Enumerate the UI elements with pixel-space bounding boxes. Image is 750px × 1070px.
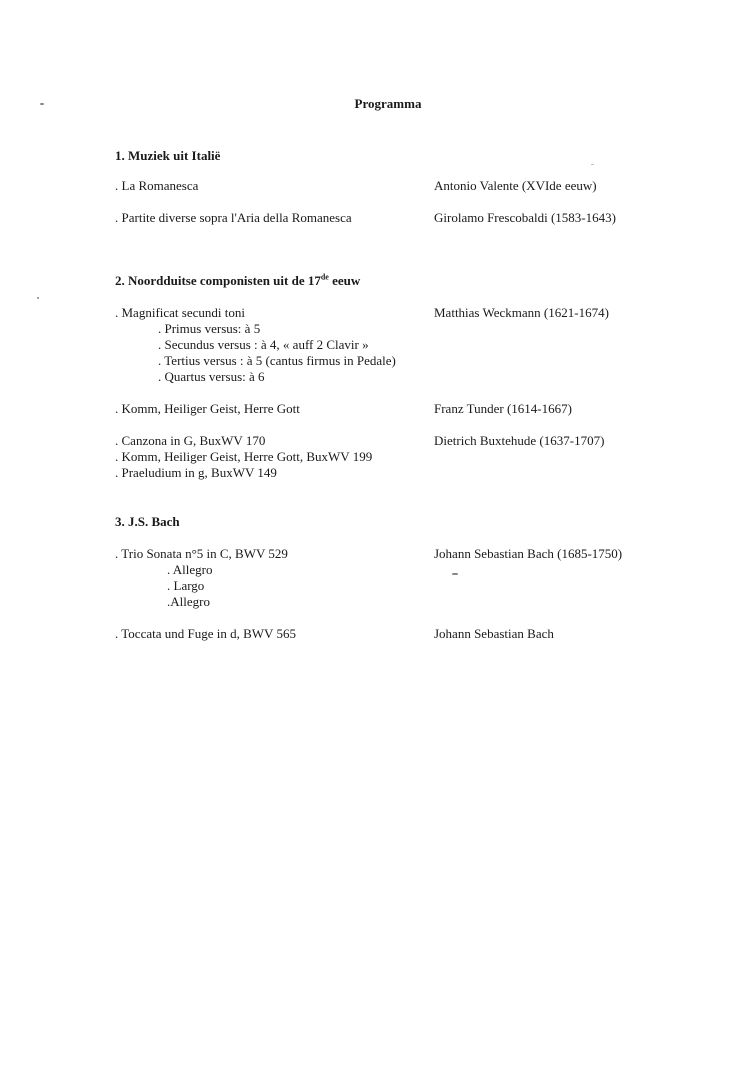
work-komm-buxtehude: . Komm, Heiliger Geist, Herre Gott, BuxWV 199 [115,449,373,464]
composer-weckmann: Matthias Weckmann (1621-1674) [434,305,609,320]
section-heading-text: 2. Noordduitse componisten uit de 17 [115,273,321,288]
page-title: Programma [354,96,422,111]
part-tertius: . Tertius versus : à 5 (cantus firmus in Pedale) [158,353,396,368]
composer-tunder: Franz Tunder (1614-1667) [434,401,572,416]
composer-frescobaldi: Girolamo Frescobaldi (1583-1643) [434,210,616,225]
scan-speck [452,573,458,575]
scan-speck [591,164,594,165]
part-secundus: . Secundus versus : à 4, « auff 2 Clavir » [158,337,369,352]
part-allegro-2: .Allegro [167,594,210,609]
scan-speck [40,103,44,105]
part-primus: . Primus versus: à 5 [158,321,261,336]
part-quartus: . Quartus versus: à 6 [158,369,265,384]
part-largo: . Largo [167,578,205,593]
section-heading-superscript: de [320,272,329,282]
work-komm-tunder: . Komm, Heiliger Geist, Herre Gott [115,401,300,416]
work-magnificat: . Magnificat secundi toni [115,305,245,320]
section-heading-tail: eeuw [328,273,361,288]
scan-speck [37,297,39,299]
section-heading-bach: 3. J.S. Bach [115,514,180,529]
composer-bach: Johann Sebastian Bach [434,626,554,641]
composer-buxtehude: Dietrich Buxtehude (1637-1707) [434,433,605,448]
work-toccata: . Toccata und Fuge in d, BWV 565 [115,626,296,641]
work-la-romanesca: . La Romanesca [115,178,199,193]
part-allegro-1: . Allegro [167,562,213,577]
section-heading-north-german [115,273,360,289]
work-praeludium: . Praeludium in g, BuxWV 149 [115,465,277,480]
composer-bach-dates: Johann Sebastian Bach (1685-1750) [434,546,623,561]
work-trio-sonata: . Trio Sonata n°5 in C, BWV 529 [115,546,288,561]
work-canzona: . Canzona in G, BuxWV 170 [115,433,266,448]
section-heading-italy: 1. Muziek uit Italië [115,148,221,163]
composer-valente: Antonio Valente (XVIde eeuw) [434,178,597,193]
work-partite-diverse: . Partite diverse sopra l'Aria della Romanesca [115,210,352,225]
